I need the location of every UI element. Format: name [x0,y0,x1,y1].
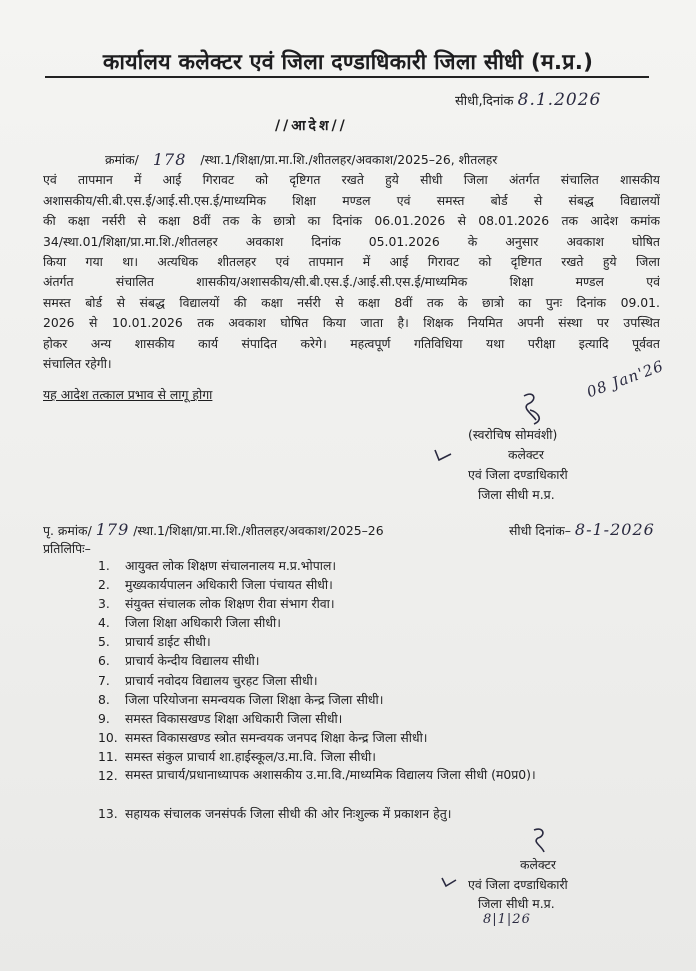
recipient-text: जिला शिक्षा अधिकारी जिला सीधी। [125,615,281,631]
paragraph-line [43,252,660,272]
recipient-text: आयुक्त लोक शिक्षण संचालनालय म.प्र.भोपाल। [125,558,337,573]
recipient-item [98,632,618,651]
order-paragraph [43,150,660,374]
recipient-list [98,556,618,823]
paragraph-line [43,272,660,292]
effect-note: यह आदेश तत्काल प्रभाव से लागू होगा [43,387,213,402]
recipient-number: 5. [98,634,110,650]
recipient-text: संयुक्त संचालक लोक शिक्षण रीवा संभाग रीवा। [125,596,335,612]
signatory-district: जिला सीधी म.प्र. [478,487,555,502]
order-heading: //आदेश// [275,118,348,134]
paragraph-text: की कक्षा नर्सरी से कक्षा 8वीं तक के छात्रो का दिनांक 06.01.2026 से 08.01.2026 तक आदेश कमांक [43,213,660,229]
copy-signatory-designation-2: एवं जिला दण्डाधिकारी [468,876,568,892]
recipient-item [98,709,618,728]
copy-signatory-designation: कलेक्टर [520,857,556,872]
recipient-item [98,766,618,804]
paragraph-line [43,170,660,190]
paragraph-line [43,313,660,333]
recipient-item [98,747,618,766]
paragraph-text: होकर अन्य शासकीय कार्य संपादित करेगे। महत्वपूर्ण गतिविधिया यथा परीक्षा इत्यादि पूर्ववत [43,335,660,351]
copy-ref-number: 179 [95,520,130,539]
recipient-number: 10. [98,729,118,745]
title-underline [45,76,649,78]
recipient-item [98,556,618,575]
recipient-number: 2. [98,577,110,593]
paragraph-text: किया गया था। अत्यधिक शीतलहर एवं तापमान में आई गिरावट को दृष्टिगत रखते हुये जिला [43,253,660,269]
paragraph-text: समस्त बोर्ड से संबद्ध विद्यालयों की कक्षा नर्सरी से कक्षा 8वीं तक के छात्रो का पुनः दिनांक 09.01. [43,294,660,310]
recipient-item [98,728,618,747]
order-number-handwritten: 178 [152,150,187,169]
copy-date-label: सीधी दिनांक– [509,523,571,538]
recipient-text: समस्त विकासखण्ड स्त्रोत समन्वयक जनपद शिक्षा केन्द्र जिला सीधी। [125,729,428,745]
recipient-number: 12. [98,768,118,784]
copy-initial-mark [440,876,460,890]
copy-ref-suffix: /स्था.1/शिक्षा/प्रा.मा.शि./शीतलहर/अवकाश/2025–26 [133,523,384,538]
recipient-text: प्राचार्य डाईट सीधी। [125,634,211,650]
page-title: कार्यालय कलेक्टर एवं जिला दण्डाधिकारी जिला सीधी (म.प्र.) [102,50,594,75]
paragraph-text: एवं तापमान में आई गिरावट को दृष्टिगत रखते हुये सीधी जिला अंतर्गत संचालित शासकीय [43,172,660,188]
recipient-item [98,651,618,670]
recipient-number: 1. [98,558,110,573]
paragraph-line [43,293,660,313]
recipient-number: 6. [98,653,110,669]
recipient-item [98,804,618,823]
recipient-number: 13. [98,806,118,822]
recipient-number: 11. [98,748,118,764]
signature-date: 08 Jan'26 [584,356,667,402]
paragraph-text: 34/स्था.01/शिक्षा/प्रा.मा.शि./शीतलहर अवकाश दिनांक 05.01.2026 के अनुसार अवकाश घोषित [43,233,660,249]
copy-signatory-district: जिला सीधी म.प्र. [478,896,555,912]
signatory-block [468,425,638,505]
recipient-number: 9. [98,710,110,726]
order-date [455,90,601,110]
signatory-designation: कलेक्टर [508,447,544,462]
paragraph-segment: /स्था.1/शिक्षा/प्रा.मा.शि./शीतलहर/अवकाश/2025–26, शीतलहर [200,152,498,167]
recipient-item [98,690,618,709]
paragraph-line [43,334,660,354]
recipient-text: समस्त संकुल प्राचार्य शा.हाईस्कूल/उ.मा.वि. जिला सीधी। [125,748,376,764]
order-date-handwritten: 8.1.2026 [517,90,602,110]
copy-label: प्रतिलिपिः– [43,541,91,556]
paragraph-line [43,232,660,252]
recipient-number: 7. [98,672,110,688]
initial-mark [433,448,453,464]
signatory-designation-2: एवं जिला दण्डाधिकारी [468,467,568,482]
recipient-item [98,594,618,613]
signatory-name: (स्वरोचिष सोमवंशी) [468,427,558,442]
recipient-number: 4. [98,615,110,631]
paragraph-line [43,150,660,170]
recipient-text: प्राचार्य नवोदय विद्यालय चुरहट जिला सीधी। [125,672,318,688]
paragraph-segment: क्रमांक/ [105,152,139,167]
recipient-text: समस्त विकासखण्ड शिक्षा अधिकारी जिला सीधी। [125,710,343,726]
paragraph-text: 2026 से 10.01.2026 तक अवकाश घोषित किया जाता है। शिक्षक नियमित अपनी संस्था पर उपस्थित [43,315,660,331]
copy-initial-date: 8|1|26 [483,912,531,927]
copy-signatory-block [468,855,638,914]
recipient-number: 8. [98,691,110,707]
paragraph-text: अशासकीय/सी.बी.एस.ई/आई.सी.एस.ई/माध्यमिक शिक्षा मण्डल एवं समस्त बोर्ड से संबद्ध विद्यालयों [43,192,660,208]
paragraph-line [43,211,660,231]
order-date-label: सीधी,दिनांक [455,94,514,109]
copy-reference [43,520,683,539]
recipient-item [98,575,618,594]
recipient-text: मुख्यकार्यपालन अधिकारी जिला पंचायत सीधी। [125,577,333,593]
copy-signature [530,826,560,856]
recipient-text: सहायक संचालक जनसंपर्क जिला सीधी की ओर निःशुल्क में प्रकाशन हेतु। [125,806,452,822]
copy-date-handwritten: 8-1-2026 [574,520,655,539]
paragraph-text: संचालित रहेगी। [43,355,112,371]
paragraph-line [43,191,660,211]
recipient-item [98,613,618,632]
recipient-text: प्राचार्य केन्दीय विद्यालय सीधी। [125,653,260,669]
copy-ref-prefix: पृ. क्रमांक/ [43,523,92,538]
paragraph-text: अंतर्गत संचालित शासकीय/अशासकीय/सी.बी.एस.ई./आई.सी.एस.ई/माध्यमिक शिक्षा मण्डल एवं [43,274,660,290]
recipient-text: समस्त प्राचार्य/प्रधानाध्यापक अशासकीय उ.मा.वि./माध्यमिक विद्यालय जिला सीधी (म0प्र0)। [125,767,536,783]
recipient-number: 3. [98,596,110,612]
recipient-item [98,671,618,690]
copy-date [509,520,655,539]
recipient-text: जिला परियोजना समन्वयक जिला शिक्षा केन्द्र जिला सीधी। [125,691,384,707]
paragraph-line [43,354,660,374]
